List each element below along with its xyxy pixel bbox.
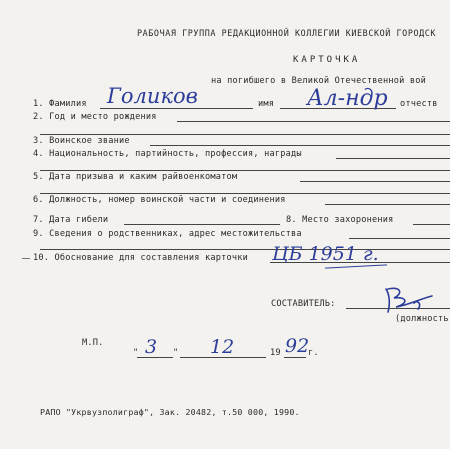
field-death-date-label: 7. Дата гибели [33,215,109,225]
nationality-line-2 [40,170,450,171]
field-name-label: имя [258,99,275,109]
rank-line [150,145,450,146]
nationality-line [336,158,450,159]
conscription-line-2 [40,193,450,194]
field-burial-label: 8. Место захоронения [286,215,394,225]
field-birth-label: 2. Год и место рождения [33,112,157,122]
day-handwritten: 3 [145,336,158,358]
margin-mark [22,258,30,259]
field-position-label: 6. Должность, номер воинской части и соединения [33,195,286,205]
year-line [284,357,306,358]
stamp-label: М.П. [82,338,104,348]
month-handwritten: 12 [210,336,235,358]
day-close-quote: " [173,348,179,358]
org-header: РАБОЧАЯ ГРУППА РЕДАКЦИОННОЙ КОЛЛЕГИИ КИЕВСКОЙ ГОРОДСК [137,28,437,38]
compiler-label: СОСТАВИТЕЛЬ: [271,299,336,309]
conscription-line [300,181,450,182]
surname-handwritten: Голиков [107,84,198,108]
field-rank-label: 3. Воинское звание [33,136,130,146]
birth-line-2 [40,134,450,135]
year-prefix: 19 [270,348,281,358]
card-title: КАРТОЧКА [293,55,361,65]
print-info: РАПО "Укрвузполиграф", Зак. 20482, т.50 000, 1990. [40,407,300,417]
basis-handwritten: ЦБ 1951 г. [272,243,379,265]
field-patronymic-label: отчеств [400,99,438,109]
name-handwritten: Ал-ндр [307,86,388,111]
field-basis-label: 10. Обоснование для составления карточки [33,253,248,263]
field-conscription-label: 5. Дата призыва и каким райвоенкоматом [33,172,238,182]
basis-hand-underline [325,264,387,268]
year-handwritten: 92 [285,335,310,357]
position-label: (должность [395,314,449,324]
relatives-line [349,238,450,239]
card-subtitle: на погибшего в Великой Отечественной вой [211,76,426,86]
birth-line [177,121,450,122]
field-relatives-label: 9. Сведения о родственниках, адрес местожительства [33,229,302,239]
field-nationality-label: 4. Национальность, партийность, профессия, награды [33,149,302,159]
death-date-line [124,224,280,225]
burial-line [413,224,450,225]
relatives-line-2 [40,249,450,250]
day-open-quote: " [133,348,139,358]
position-line [325,204,450,205]
surname-line [100,108,253,109]
compiler-signature [380,283,438,315]
year-suffix: г. [308,348,319,358]
field-surname-label: 1. Фамилия [33,99,87,109]
